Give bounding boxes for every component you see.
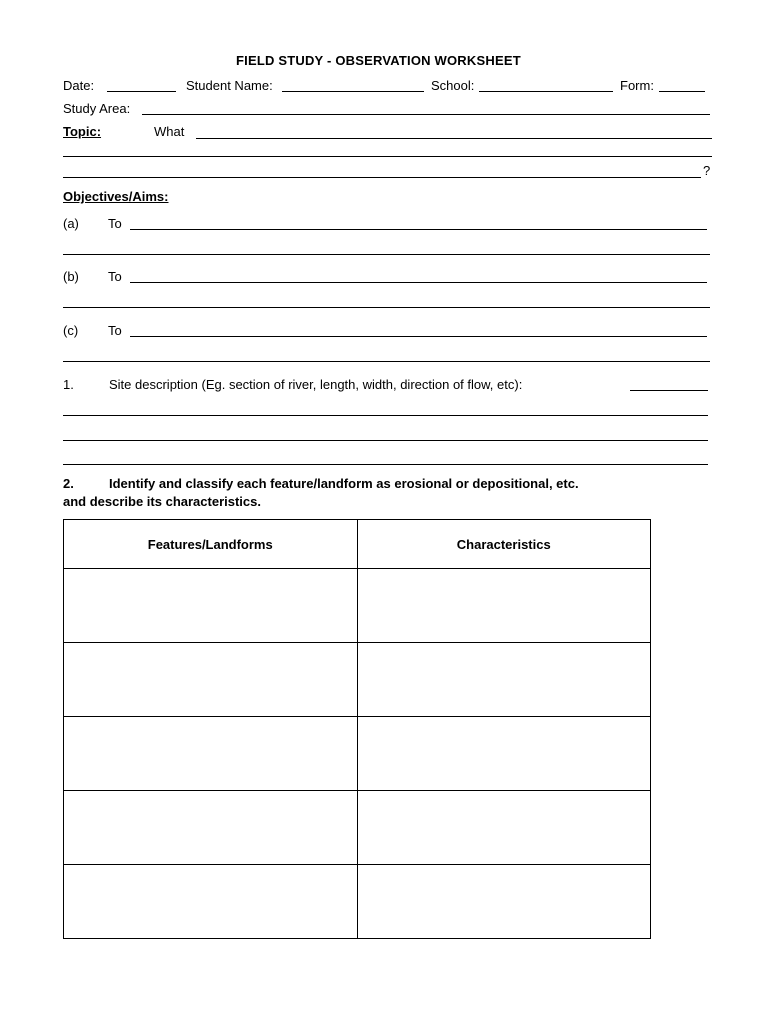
school-label: School: — [431, 78, 475, 93]
date-field[interactable] — [107, 91, 176, 92]
characteristics-cell[interactable] — [357, 791, 651, 865]
feature-cell[interactable] — [64, 865, 358, 939]
objective-c-marker: (c) — [63, 323, 79, 338]
objective-a-marker: (a) — [63, 216, 79, 231]
form-label: Form: — [620, 78, 654, 93]
objective-b-marker: (b) — [63, 269, 79, 284]
question-1-field-3[interactable] — [63, 440, 708, 441]
question-2-text-line-2: and describe its characteristics. — [63, 494, 261, 509]
objective-c-lead: To — [108, 323, 122, 338]
study-area-label: Study Area: — [63, 101, 131, 116]
objectives-heading: Objectives/Aims: — [63, 189, 169, 204]
question-2-number: 2. — [63, 476, 74, 491]
characteristics-cell[interactable] — [357, 643, 651, 717]
characteristics-cell[interactable] — [357, 865, 651, 939]
worksheet-title: FIELD STUDY - OBSERVATION WORKSHEET — [236, 53, 521, 68]
objective-a-lead: To — [108, 216, 122, 231]
table-row — [64, 717, 651, 791]
question-2-text-line-1: Identify and classify each feature/landform as erosional or depositional, etc. — [109, 476, 579, 491]
characteristics-cell[interactable] — [357, 569, 651, 643]
feature-cell[interactable] — [64, 569, 358, 643]
question-1-number: 1. — [63, 377, 74, 392]
topic-field-line-1[interactable] — [196, 138, 712, 139]
question-1-text: Site description (Eg. section of river, length, width, direction of flow, etc): — [109, 377, 523, 392]
objective-a-field-1[interactable] — [130, 229, 707, 230]
table-row — [64, 865, 651, 939]
feature-cell[interactable] — [64, 643, 358, 717]
topic-prompt: What — [154, 124, 185, 139]
form-field[interactable] — [659, 91, 705, 92]
objective-b-field-2[interactable] — [63, 307, 710, 308]
study-area-field[interactable] — [142, 114, 710, 115]
feature-cell[interactable] — [64, 791, 358, 865]
question-1-field-2[interactable] — [63, 415, 708, 416]
table-row — [64, 643, 651, 717]
features-table — [63, 519, 651, 939]
question-1-field-1[interactable] — [630, 390, 708, 391]
characteristics-cell[interactable] — [357, 717, 651, 791]
characteristics-header: Characteristics — [357, 520, 651, 569]
student-name-field[interactable] — [282, 91, 424, 92]
feature-cell[interactable] — [64, 717, 358, 791]
topic-question-mark: ? — [703, 163, 711, 178]
topic-field-line-2[interactable] — [63, 156, 712, 157]
objective-b-field-1[interactable] — [130, 282, 707, 283]
objective-c-field-1[interactable] — [130, 336, 707, 337]
school-field[interactable] — [479, 91, 613, 92]
table-row — [64, 791, 651, 865]
date-label: Date: — [63, 78, 95, 93]
student-name-label: Student Name: — [186, 78, 273, 93]
objective-b-lead: To — [108, 269, 122, 284]
topic-label: Topic: — [63, 124, 102, 139]
table-row — [64, 569, 651, 643]
table-header-row — [64, 520, 651, 569]
objective-c-field-2[interactable] — [63, 361, 710, 362]
features-header: Features/Landforms — [64, 520, 358, 569]
topic-field-line-3[interactable] — [63, 177, 701, 178]
question-1-field-4[interactable] — [63, 464, 708, 465]
objective-a-field-2[interactable] — [63, 254, 710, 255]
